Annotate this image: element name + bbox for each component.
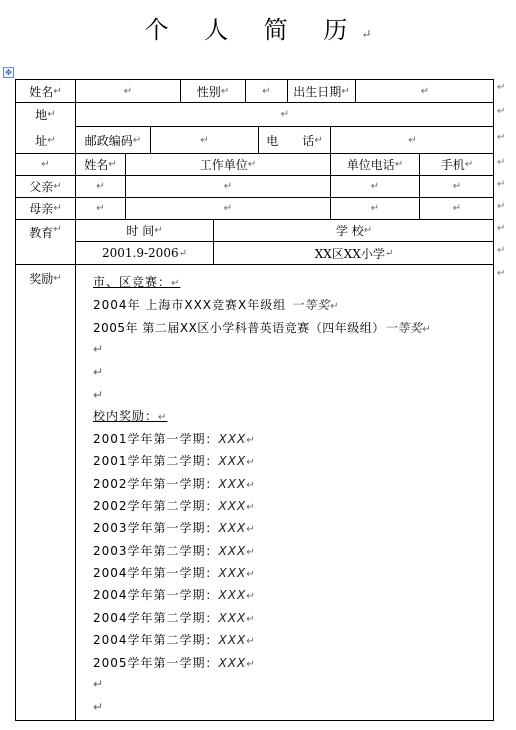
row-end-mark: ↵ <box>497 106 506 117</box>
father-mobile-field[interactable]: ↵ <box>452 181 462 192</box>
address-label-bottom: 址 ↵ <box>35 133 56 148</box>
school-award-line: 2003学年第二学期：XXX↵ <box>93 544 256 558</box>
empty-paragraph: ↵ <box>93 700 105 714</box>
father-name-field[interactable]: ↵ <box>96 181 105 192</box>
mobile-header: 手机 ↵ <box>440 158 474 172</box>
postcode-field[interactable]: ↵ <box>200 134 209 146</box>
awards-label: 奖励 ↵ <box>29 271 62 286</box>
school-award-line: 2002学年第二学期：XXX↵ <box>93 499 256 513</box>
father-work-field[interactable]: ↵ <box>223 181 233 192</box>
education-time-header: 时 间 ↵ <box>126 224 163 238</box>
row-end-mark: ↵ <box>497 201 506 212</box>
education-school[interactable]: XX区XX小学 ↵ <box>314 246 394 261</box>
page-title: 个 人 简 历↵ <box>144 16 372 44</box>
school-award-line: 2004学年第一学期：XXX↵ <box>93 588 256 602</box>
school-award-line: 2003学年第一学期：XXX↵ <box>93 521 256 535</box>
address-field[interactable]: ↵ <box>280 109 290 120</box>
mother-unit-phone-field[interactable]: ↵ <box>370 203 380 214</box>
mother-label: 母亲 ↵ <box>29 202 62 216</box>
row-divider <box>15 264 494 265</box>
row-end-mark: ↵ <box>497 82 506 93</box>
district-awards-heading: 市、区竞赛：↵ <box>93 275 181 289</box>
education-school-header: 学 校 ↵ <box>335 224 373 238</box>
education-period[interactable]: 2001.9-2006 ↵ <box>102 246 187 260</box>
name-label: 姓名 ↵ <box>29 84 62 99</box>
work-unit-header: 工作单位 ↵ <box>199 158 257 172</box>
row-end-mark: ↵ <box>497 223 506 234</box>
birth-date-field[interactable]: ↵ <box>420 85 430 97</box>
mother-name-field[interactable]: ↵ <box>96 203 105 214</box>
gender-field[interactable]: ↵ <box>262 85 271 97</box>
empty-paragraph: ↵ <box>93 342 105 356</box>
row-end-mark: ↵ <box>497 179 506 190</box>
empty-paragraph: ↵ <box>93 388 105 402</box>
gender-label: 性别 ↵ <box>196 84 230 99</box>
father-unit-phone-field[interactable]: ↵ <box>370 181 380 192</box>
phone-field[interactable]: ↵ <box>408 134 417 146</box>
school-award-line: 2005学年第一学期：XXX↵ <box>93 656 256 670</box>
mother-work-field[interactable]: ↵ <box>223 203 233 214</box>
empty-paragraph: ↵ <box>93 677 105 691</box>
family-blank-cell: ↵ <box>41 159 50 170</box>
education-label: 教育 ↵ <box>29 224 62 240</box>
school-award-line: 2001学年第一学期：XXX↵ <box>93 432 256 446</box>
empty-paragraph: ↵ <box>93 365 105 379</box>
table-move-handle-icon[interactable]: ✥ <box>3 67 14 78</box>
school-award-line: 2004学年第一学期：XXX↵ <box>93 566 256 580</box>
row-end-mark: ↵ <box>497 132 506 143</box>
school-award-line: 2004学年第二学期：XXX↵ <box>93 633 256 647</box>
phone-label: 电 话 ↵ <box>266 133 323 148</box>
address-label-top: 地 ↵ <box>35 108 56 122</box>
mother-mobile-field[interactable]: ↵ <box>452 203 462 214</box>
school-award-line: 2001学年第二学期：XXX↵ <box>93 454 256 468</box>
school-awards-heading: 校内奖励：↵ <box>93 409 168 423</box>
award-line: 2005年 第二届XX区小学科普英语竞赛（四年级组）一等奖↵ <box>93 321 432 335</box>
birth-date-label: 出生日期 ↵ <box>293 84 350 99</box>
row-end-mark: ↵ <box>497 268 506 279</box>
unit-phone-header: 单位电话 ↵ <box>346 158 404 172</box>
father-label: 父亲 ↵ <box>29 180 62 194</box>
school-award-line: 2004学年第二学期：XXX↵ <box>93 611 256 625</box>
award-line: 2004年 上海市XXX竞赛X年级组 一等奖↵ <box>93 298 340 312</box>
row-end-mark: ↵ <box>497 245 506 256</box>
school-award-line: 2002学年第一学期：XXX↵ <box>93 477 256 491</box>
name-field[interactable]: ↵ <box>123 85 133 97</box>
row-end-mark: ↵ <box>497 157 506 168</box>
family-name-header: 姓名 ↵ <box>84 158 117 172</box>
postcode-label: 邮政编码 ↵ <box>84 133 142 148</box>
